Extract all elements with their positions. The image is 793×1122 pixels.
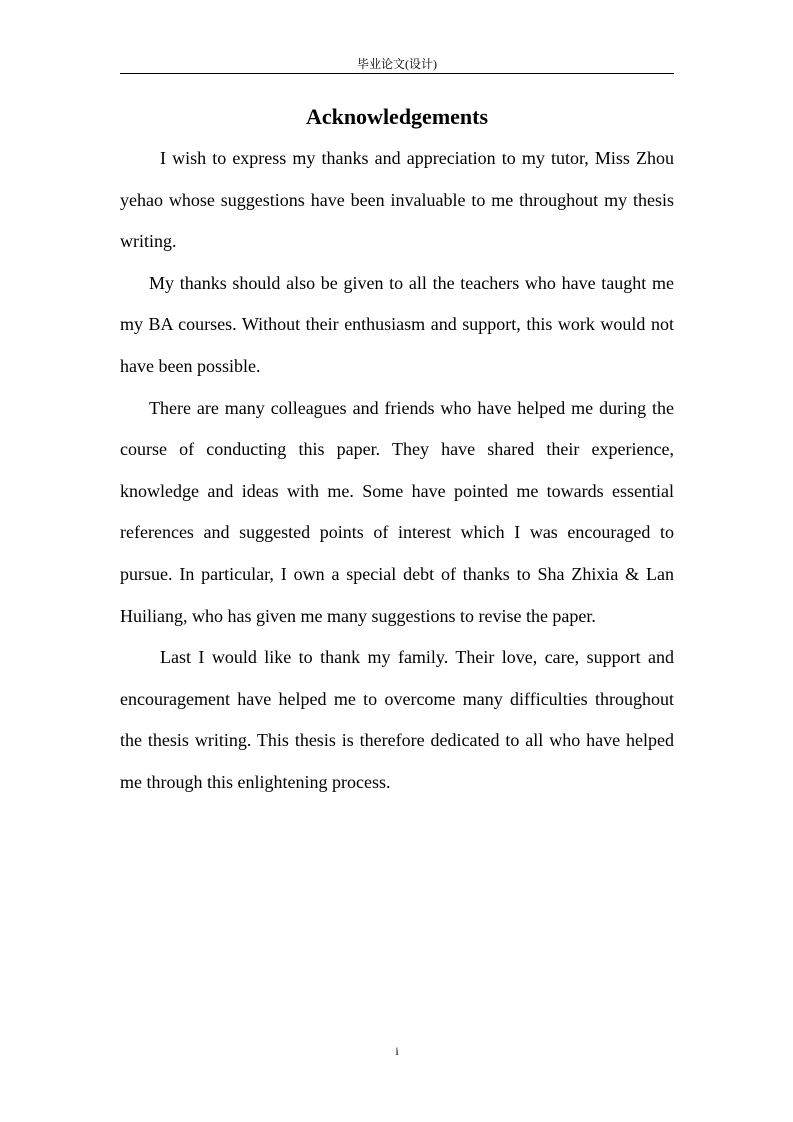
header-divider xyxy=(120,73,674,74)
page-number: i xyxy=(395,1044,399,1058)
paragraph-family-thanks: Last I would like to thank my family. Their love, care, support and encouragement have helped me to overcome many difficulties throughout the thesis writing. This thesis is therefore dedicated to all who have helped me through this enlightening process. xyxy=(120,647,674,792)
paragraph-teachers-thanks: My thanks should also be given to all the teachers who have taught me my BA courses. Without their enthusiasm and support, this work would not have been possible. xyxy=(120,272,674,376)
acknowledgements-body xyxy=(120,138,674,804)
paragraph-tutor-thanks: I wish to express my thanks and appreciation to my tutor, Miss Zhou yehao whose suggestions have been invaluable to me throughout my thesis writing. xyxy=(120,148,674,252)
page-header: 毕业论文(设计) xyxy=(357,57,437,71)
page-title: Acknowledgements xyxy=(305,104,489,129)
paragraph-colleagues-thanks: There are many colleagues and friends who have helped me during the course of conducting this paper. They have shared their experience, knowledge and ideas with me. Some have pointed me towards essential references and suggested points of interest which I was encouraged to pursue. In particular, I own a special debt of thanks to Sha Zhixia & Lan Huiliang, who has given me many suggestions to revise the paper. xyxy=(120,397,674,626)
